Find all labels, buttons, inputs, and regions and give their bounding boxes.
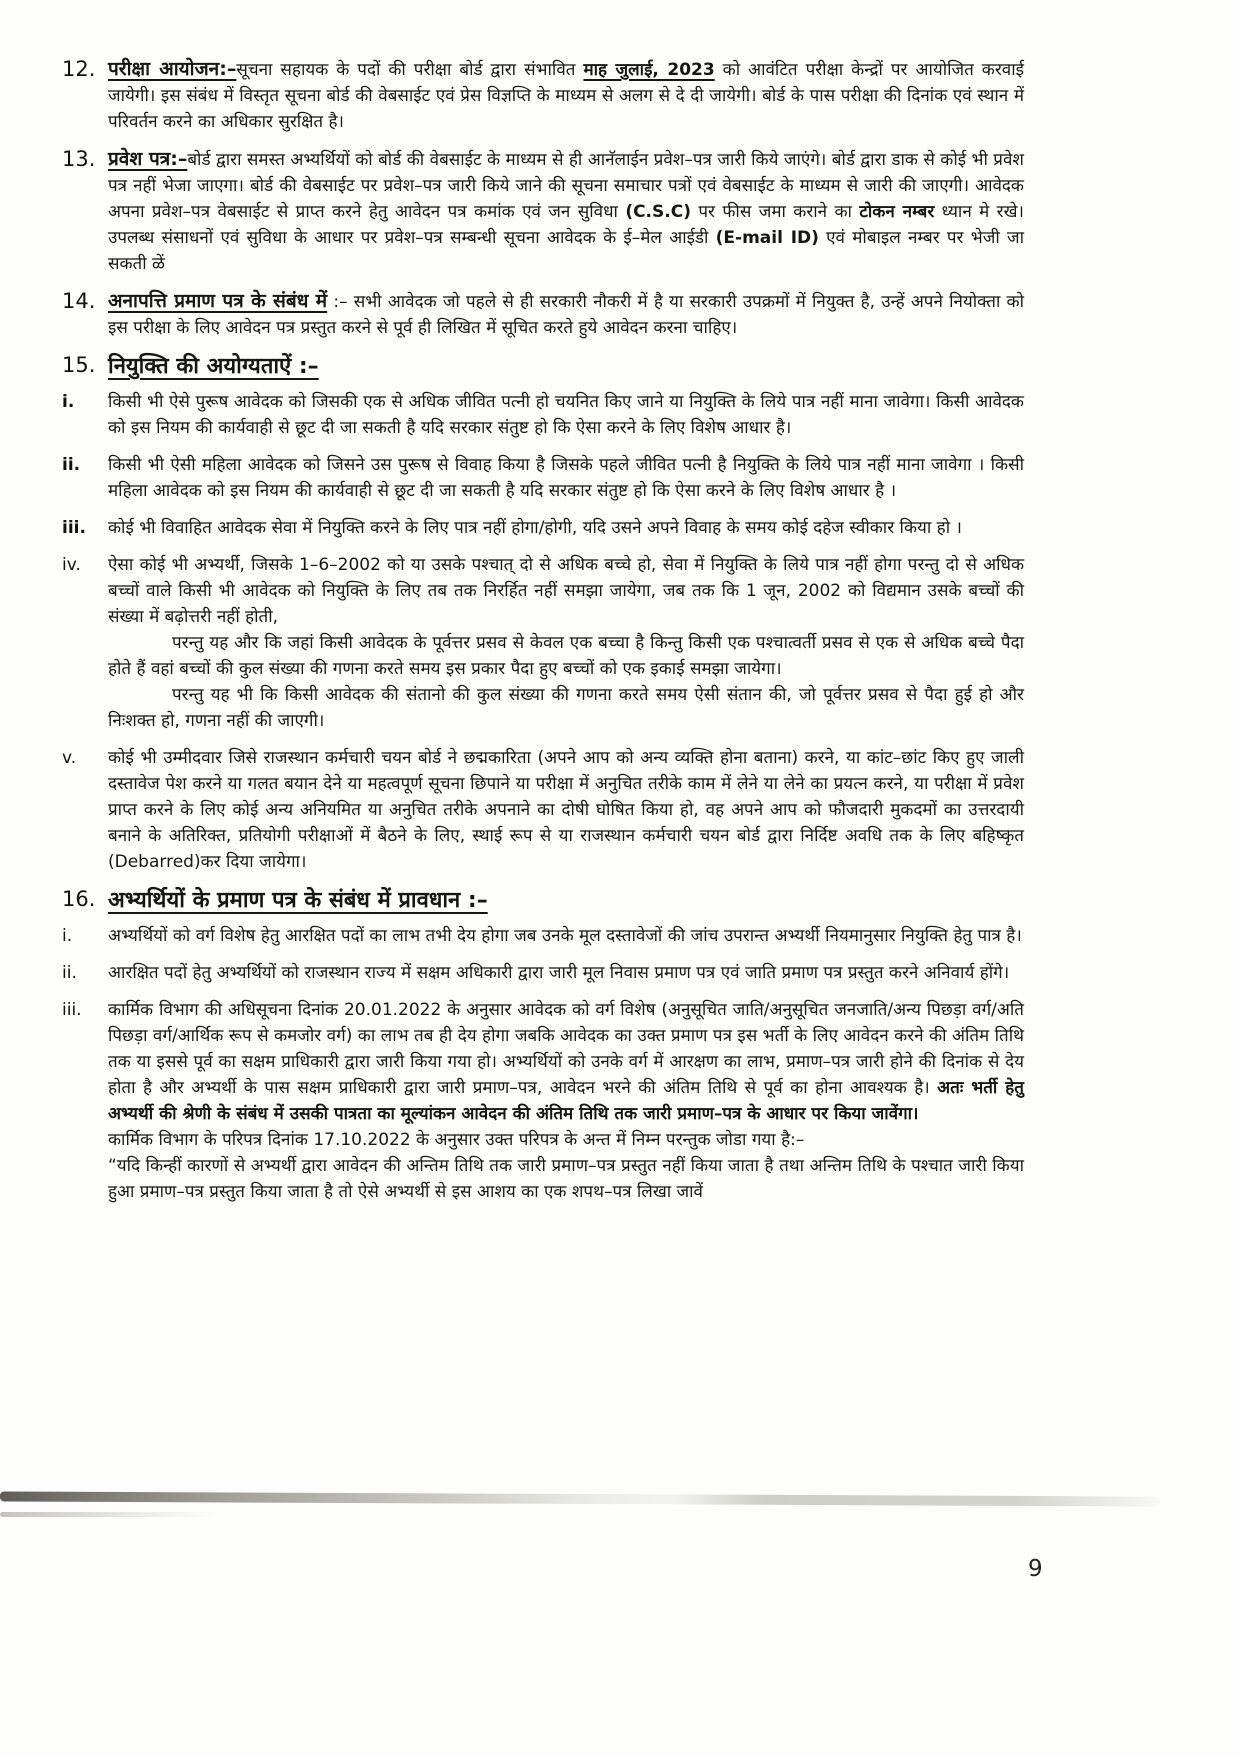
text-segment: को आवंटित परीक्षा केन्द्रों पर आयोजित करवाई जायेगी। इस संबंध में विस्तृत सूचना बोर्ड की वेबसाईट एवं प्रेस विज्ञप्ति के माध्यम से अलग से दे दी जायेगी। बोर्ड के पास परीक्षा की दिनांक एवं स्थान में परिवर्तन करने का अधिकार सुरक्षित है। — [108, 60, 1024, 132]
item-v-text — [108, 745, 1024, 875]
item-16-iii-para-1 — [108, 997, 1024, 1127]
item-16-ii-text — [108, 960, 1024, 986]
text-segment: पर फीस जमा कराने का — [690, 202, 860, 222]
text-segment: कोई भी विवाहित आवेदक सेवा में नियुक्ति करने के लिए पात्र नहीं होगा/होगी, यदि उसने अपने विवाह के समय कोई दहेज स्वीकार किया हो । — [108, 518, 962, 538]
item-16-iii-text — [108, 997, 1024, 1205]
text-segment: (Debarred) — [108, 852, 201, 872]
text-segment: परीक्षा आयोजन:– — [108, 58, 237, 80]
section-13-text — [108, 146, 1024, 277]
item-v-marker: v. — [62, 748, 77, 768]
section-16-heading-row — [62, 886, 1024, 916]
text-segment: टोकन नम्बर — [859, 202, 935, 222]
section-12 — [62, 56, 1024, 135]
text-segment: परन्तु यह भी कि किसी आवेदक की संतानो की कुल संख्या की गणना करते समय ऐसी संतान की, जो पूर्वत्तर प्रसव से पैदा हुई हो और निःशक्त हो, गणना नहीं की जाएगी। — [108, 685, 1024, 731]
section-14-number: 14. — [62, 289, 96, 313]
section-13-number: 13. — [62, 147, 96, 171]
item-iv-text — [108, 552, 1024, 734]
scan-artifact-line-small — [0, 1512, 220, 1517]
text-segment: बोर्ड द्वारा समस्त अभ्यर्थियों को बोर्ड की वेबसाईट के माध्यम से ही आनॅलाईन प्रवेश–पत्र जारी किये जाएंगे। बोर्ड द्वारा डाक से कोई भी प्रवेश पत्र नहीं भेजा जाएगा। बोर्ड की वेबसाईट पर प्रवेश–पत्र जारी किये जाने की सूचना समाचार पत्रों एवं वेबसाईट के माध्यम से जारी की जाएगी। आवेदक अपना प्रवेश–पत्र वेबसाईट से प्राप्त करने हेतु आवेदन पत्र कमांक एवं जन सुविधा — [108, 150, 1024, 222]
item-iii-text — [108, 515, 1024, 541]
section-15-item-ii — [62, 452, 1024, 504]
section-12-number: 12. — [62, 57, 96, 81]
item-16-iii-para-2 — [108, 1127, 1024, 1153]
section-15-heading-text: नियुक्ति की अयोग्यताऐं :– — [108, 354, 319, 379]
section-13 — [62, 146, 1024, 277]
text-segment: :– सभी आवेदक जो पहले से ही सरकारी नौकरी में है या सरकारी उपक्रमों में नियुक्त है, उन्हें अपने नियोक्ता को इस परीक्षा के लिए आवेदन पत्र प्रस्तुत करने से पूर्व ही लिखित में सूचित करते हुये आवेदन करना चाहिए। — [108, 292, 1024, 338]
text-segment: कार्मिक विभाग की अधिसूचना दिनांक 20.01.2022 के अनुसार आवेदक को वर्ग विशेष (अनुसूचित जाति/अनुसूचित जनजाति/अन्य पिछड़ा वर्ग/अति पिछड़ा वर्ग/आर्थिक रूप से कमजोर वर्ग) का लाभ तब ही देय होगा जबकि आवेदक का उक्त प्रमाण पत्र इस भर्ती के लिए आवेदन करने की अंतिम तिथि तक या इससे पूर्व का सक्षम प्राधिकारी द्वारा जारी किया गया हो। अभ्यर्थियों को उनके वर्ग में आरक्षण का लाभ, प्रमाण–पत्र जारी होने की दिनांक से देय होता है और अभ्यर्थी के पास सक्षम प्राधिकारी द्वारा जारी प्रमाण–पत्र, आवेदन भरने की अंतिम तिथि से पूर्व का होना आवश्यक है। — [108, 1000, 1024, 1098]
item-16-iii-para-3 — [108, 1153, 1024, 1205]
text-segment: अनापत्ति प्रमाण पत्र के संबंध में — [108, 290, 328, 312]
text-segment: माह जुलाई, 2023 — [583, 60, 715, 80]
item-ii-marker: ii. — [62, 455, 81, 475]
text-segment: अभ्यर्थियों को वर्ग विशेष हेतु आरक्षित पदों का लाभ तभी देय होगा जब उनके मूल दस्तावेजों की जांच उपरान्त अभ्यर्थी नियमानुसार नियुक्ति हेतु पात्र है। — [108, 926, 1022, 946]
section-15-heading-row — [62, 352, 1024, 382]
section-16-item-ii — [62, 960, 1024, 986]
section-14 — [62, 288, 1024, 341]
section-14-text — [108, 288, 1024, 341]
section-15-item-iv — [62, 552, 1024, 734]
text-segment: किसी भी ऐसे पुरूष आवेदक को जिसकी एक से अधिक जीवित पत्नी हो चयनित किए जाने या नियुक्ति के लिये पात्र नहीं माना जावेगा। किसी आवेदक को इस नियम की कार्यवाही से छूट दी जा सकती है यदि सरकार संतुष्ट हो कि ऐसा करने के लिए विशेष आधार है। — [108, 392, 1024, 438]
text-segment: प्रवेश पत्र:– — [108, 148, 188, 170]
section-15-heading — [108, 352, 1024, 382]
item-iv-marker: iv. — [62, 555, 81, 575]
section-16-heading-text: अभ्यर्थियों के प्रमाण पत्र के संबंध में प्रावधान :– — [108, 888, 488, 913]
text-segment: “यदि किन्हीं कारणों से अभ्यर्थी द्वारा आवेदन की अन्तिम तिथि तक जारी प्रमाण–पत्र प्रस्तुत नहीं किया जाता है तथा अन्तिम तिथि के पश्चात जारी किया हुआ प्रमाण–पत्र प्रस्तुत किया जाता है तो ऐसे अभ्यर्थी से इस आशय का एक शपथ–पत्र लिखा जावें — [108, 1156, 1024, 1202]
text-segment: ऐसा कोई भी अभ्यर्थी, जिसके 1–6–2002 को या उसके पश्चात् दो से अधिक बच्चे हो, सेवा में नियुक्ति के लिये पात्र नहीं होगा परन्तु दो से अधिक बच्चों वाले किसी भी आवेदक को नियुक्ति के लिए तब तक निरर्हित नहीं समझा जायेगा, जब तक कि 1 जून, 2002 को विद्यमान उसके बच्चों की संख्या में बढ़ोत्तरी नहीं होती, — [108, 555, 1024, 627]
text-segment: (C.S.C) — [625, 202, 691, 222]
section-16-number: 16. — [62, 887, 96, 911]
item-16-i-marker: i. — [62, 926, 73, 946]
section-15-item-iii — [62, 515, 1024, 541]
text-segment: कर दिया जायेगा। — [200, 852, 307, 872]
item-i-text — [108, 389, 1024, 441]
section-12-text — [108, 56, 1024, 135]
text-segment: सूचना सहायक के पदों की परीक्षा बोर्ड द्वारा संभावित — [236, 60, 584, 80]
item-16-i-text — [108, 923, 1024, 949]
item-iv-para-3 — [108, 682, 1024, 734]
section-16-item-iii — [62, 997, 1024, 1205]
text-segment: अतः भर्ती हेतु अभ्यर्थी की श्रेणी के संबंध में उसकी पात्रता का मूल्यांकन आवेदन की अंतिम तिथि तक जारी प्रमाण–पत्र के आधार पर किया जावेंगा। — [108, 1078, 1024, 1124]
item-iv-para-2 — [108, 630, 1024, 682]
item-iv-para-1 — [108, 552, 1024, 630]
text-segment: किसी भी ऐसी महिला आवेदक को जिसने उस पुरूष से विवाह किया है जिसके पहले जीवित पत्नी है नियुक्ति के लिये पात्र नहीं माना जावेगा । किसी महिला आवेदक को इस नियम की कार्यवाही से छूट दी जा सकती है यदि सरकार संतुष्ट हो कि ऐसा करने के लिए विशेष आधार है । — [108, 455, 1024, 501]
item-iii-marker: iii. — [62, 518, 86, 538]
item-i-marker: i. — [62, 392, 75, 412]
text-segment: कार्मिक विभाग के परिपत्र दिनांक 17.10.2022 के अनुसार उक्त परिपत्र के अन्त में निम्न परन्तुक जोडा गया है:– — [108, 1130, 805, 1150]
item-16-iii-marker: iii. — [62, 1000, 82, 1020]
text-segment: एवं मोबाइल नम्बर पर भेजी जा सकती ळें — [108, 228, 1024, 274]
section-15-number: 15. — [62, 353, 96, 377]
item-16-ii-marker: ii. — [62, 963, 77, 983]
section-16-heading — [108, 886, 1024, 916]
text-segment: कोई भी उम्मीदवार जिसे राजस्थान कर्मचारी चयन बोर्ड ने छद्मकारिता (अपने आप को अन्य व्यक्ति होना बताना) करने, या कांट–छांट किए हुए जाली दस्तावेज पेश करने या गलत बयान देने या महत्वपूर्ण सूचना छिपाने या परीक्षा में अनुचित तरीके काम में लेने या लेने का प्रयत्न करने, या परीक्षा में प्रवेश प्राप्त करने के लिए कोई अन्य अनियमित या अनुचित तरीके अपनाने का दोषी घोषित किया हो, वह अपने आप को फौजदारी मुकदमों का उत्तरदायी बनाने के अतिरिक्त, प्रतियोगी परीक्षाओं में बैठने के लिए, स्थाई रूप से या राजस्थान कर्मचारी चयन बोर्ड द्वारा निर्दिष्ट अवधि तक के लिए बहिष्कृत — [108, 748, 1024, 846]
document-content — [62, 56, 1024, 1216]
section-15-item-v — [62, 745, 1024, 875]
text-segment: ध्यान मे रखे। उपलब्ध संसाधनों एवं सुविधा के आधार पर प्रवेश–पत्र सम्बन्धी सूचना आवेदक के ई–मेल आईडी — [108, 202, 1024, 248]
scan-artifact-line — [0, 1491, 1160, 1506]
text-segment: परन्तु यह और कि जहां किसी आवेदक के पूर्वत्तर प्रसव से केवल एक बच्चा है किन्तु किसी एक पश्चात्वर्ती प्रसव से एक से अधिक बच्चे पैदा होते हैं वहां बच्चों की कुल संख्या की गणना करते समय इस प्रकार पैदा हुए बच्चों को एक इकाई समझा जायेगा। — [108, 633, 1024, 679]
section-15-item-i — [62, 389, 1024, 441]
item-ii-text — [108, 452, 1024, 504]
text-segment: आरक्षित पदों हेतु अभ्यर्थियों को राजस्थान राज्य में सक्षम अधिकारी द्वारा जारी मूल निवास प्रमाण पत्र एवं जाति प्रमाण पत्र प्रस्तुत करने अनिवार्य होंगे। — [108, 963, 1010, 983]
page-number: 9 — [1028, 1556, 1043, 1582]
section-16-item-i — [62, 923, 1024, 949]
text-segment: (E-mail ID) — [715, 228, 819, 248]
